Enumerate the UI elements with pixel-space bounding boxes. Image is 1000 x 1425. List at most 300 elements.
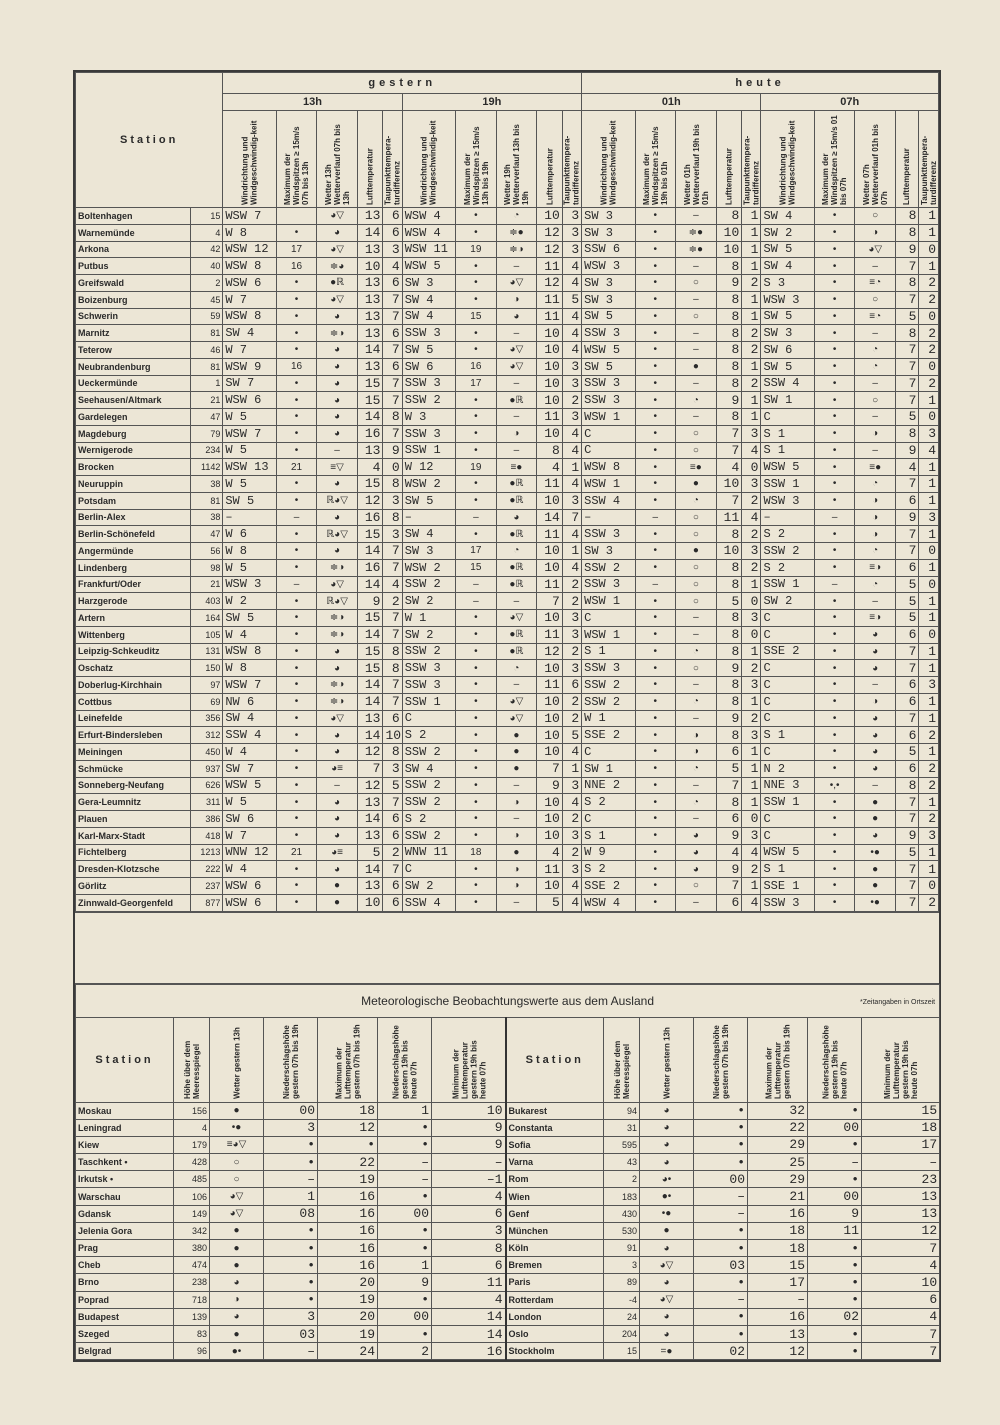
station-name: Sonneberg-Neufang [76, 777, 191, 794]
wind-13h: WSW 13 [223, 459, 276, 476]
left-station-height: 83 [174, 1325, 210, 1342]
wind-19h: SSW 2 [402, 643, 455, 660]
gust-19h: • [456, 643, 497, 660]
left-station-name: Irkutsk • [76, 1171, 174, 1188]
weather-13h: ℝ◕▽ [317, 593, 358, 610]
dew-01h: 1 [742, 744, 761, 761]
dew-13h: 2 [383, 593, 402, 610]
station-height: 21 [191, 392, 223, 409]
col-temp-19: Lufttemperatur [537, 111, 563, 208]
weather-01h: – [676, 626, 717, 643]
dew-01h: 1 [742, 392, 761, 409]
gust-01h: • [635, 409, 676, 426]
weather-13h: ◕ [317, 509, 358, 526]
weather-07h: ≡◑ [855, 610, 896, 627]
col-temp-13: Lufttemperatur [357, 111, 383, 208]
table-row [76, 1154, 940, 1171]
right-temp-max: 12 [748, 1343, 808, 1360]
temp-19h: 12 [537, 241, 563, 258]
temp-19h: 10 [537, 811, 563, 828]
right-station-name: Oslo [506, 1325, 604, 1342]
right-station-name: Bukarest [506, 1102, 604, 1119]
dew-01h: 2 [742, 492, 761, 509]
dew-19h: 4 [562, 342, 581, 359]
temp-01h: 9 [716, 827, 742, 844]
dew-07h: 1 [919, 492, 939, 509]
weather-13h: ● [317, 894, 358, 911]
wind-01h: SSW 2 [582, 677, 635, 694]
station-name: Plauen [76, 811, 191, 828]
weather-13h: ◕≡ [317, 760, 358, 777]
dew-01h: 0 [742, 459, 761, 476]
temp-01h: 6 [716, 894, 742, 911]
gust-19h: • [456, 275, 497, 292]
dew-19h: 6 [562, 677, 581, 694]
right-weather-13h: ◕ [640, 1119, 694, 1136]
gust-19h: • [456, 208, 497, 225]
wind-07h: SW 4 [761, 258, 814, 275]
temp-19h: 11 [537, 526, 563, 543]
gust-01h: • [635, 894, 676, 911]
temp-13h: 13 [357, 308, 383, 325]
table-row [76, 1222, 940, 1239]
temp-01h: 8 [716, 409, 742, 426]
station-height: 46 [191, 342, 223, 359]
dew-13h: 9 [383, 442, 402, 459]
station-height: 356 [191, 710, 223, 727]
wind-19h: SW 5 [402, 342, 455, 359]
dew-01h: 4 [742, 894, 761, 911]
weather-07h: ◕ [855, 744, 896, 761]
right-station-name: London [506, 1308, 604, 1325]
temp-19h: 5 [537, 894, 563, 911]
spacer [75, 912, 939, 984]
wind-19h: SSW 2 [402, 794, 455, 811]
wind-07h: C [761, 660, 814, 677]
wind-13h: SW 4 [223, 325, 276, 342]
gust-13h: • [276, 777, 317, 794]
station-name: Dresden-Klotzsche [76, 861, 191, 878]
dew-19h: 3 [562, 375, 581, 392]
wind-19h: SSW 3 [402, 375, 455, 392]
weather-07h: – [855, 258, 896, 275]
temp-07h: 7 [895, 878, 918, 895]
right-station-name: Bremen [506, 1257, 604, 1274]
dew-07h: 1 [919, 526, 939, 543]
f-col-tmin-right: Minimum der Lufttemperatur gestern 19h bis heute 07h [862, 1017, 940, 1102]
wind-19h: SSW 3 [402, 425, 455, 442]
weather-07h: ◕ [855, 710, 896, 727]
weather-01h: ○ [676, 593, 717, 610]
weather-07h: ○ [855, 208, 896, 225]
station-height: 1142 [191, 459, 223, 476]
gust-07h: • [814, 878, 855, 895]
right-weather-13h: ◕ [640, 1102, 694, 1119]
temp-01h: 10 [716, 224, 742, 241]
wind-01h: WSW 1 [582, 626, 635, 643]
group-gestern: gestern [223, 73, 582, 94]
gust-01h: • [635, 626, 676, 643]
right-temp-max: 29 [748, 1171, 808, 1188]
right-weather-13h: ● [640, 1222, 694, 1239]
temp-07h: 7 [895, 375, 918, 392]
temp-07h: 7 [895, 358, 918, 375]
table-row [76, 442, 939, 459]
weather-19h: – [496, 811, 537, 828]
temp-13h: 14 [357, 861, 383, 878]
table-row [76, 308, 939, 325]
weather-07h: ◔ [855, 576, 896, 593]
gust-13h: • [276, 392, 317, 409]
weather-19h: – [496, 325, 537, 342]
right-station-name: Varna [506, 1154, 604, 1171]
weather-01h: ◑ [676, 727, 717, 744]
temp-01h: 9 [716, 275, 742, 292]
temp-19h: 12 [537, 275, 563, 292]
dew-13h: 8 [383, 476, 402, 493]
temp-19h: 10 [537, 375, 563, 392]
left-station-name: Leningrad [76, 1119, 174, 1136]
wind-07h: S 1 [761, 442, 814, 459]
left-temp-max: 16 [318, 1257, 378, 1274]
dew-13h: 8 [383, 744, 402, 761]
temp-19h: 10 [537, 543, 563, 560]
temp-07h: 9 [895, 509, 918, 526]
dew-13h: 3 [383, 492, 402, 509]
left-weather-13h: ●• [210, 1343, 264, 1360]
weather-19h: ◔ [496, 543, 537, 560]
temp-13h: 7 [357, 760, 383, 777]
weather-19h: – [496, 442, 537, 459]
gust-13h: – [276, 576, 317, 593]
weather-07h: ◕ [855, 727, 896, 744]
temp-19h: 8 [537, 442, 563, 459]
weather-19h: – [496, 375, 537, 392]
gust-19h: • [456, 224, 497, 241]
wind-07h: SW 1 [761, 392, 814, 409]
gust-01h: • [635, 492, 676, 509]
temp-07h: 7 [895, 392, 918, 409]
dew-01h: 3 [742, 425, 761, 442]
weather-01h: ○ [676, 308, 717, 325]
gust-19h: 15 [456, 308, 497, 325]
right-temp-min: 7 [862, 1240, 940, 1257]
wind-01h: NNE 2 [582, 777, 635, 794]
left-precip-day: 03 [264, 1325, 318, 1342]
dew-01h: 2 [742, 325, 761, 342]
gust-01h: • [635, 660, 676, 677]
temp-07h: 6 [895, 559, 918, 576]
gust-13h: • [276, 811, 317, 828]
dew-19h: 1 [562, 760, 581, 777]
wind-19h: SW 3 [402, 543, 455, 560]
right-temp-max: 18 [748, 1240, 808, 1257]
gust-19h: • [456, 258, 497, 275]
temp-19h: 10 [537, 878, 563, 895]
gust-13h: – [276, 509, 317, 526]
left-station-name: Prag [76, 1240, 174, 1257]
gust-01h: • [635, 224, 676, 241]
dew-07h: 2 [919, 727, 939, 744]
dew-07h: 2 [919, 894, 939, 911]
dew-19h: 4 [562, 275, 581, 292]
right-temp-min: 6 [862, 1291, 940, 1308]
station-height: 45 [191, 291, 223, 308]
left-temp-max: 16 [318, 1240, 378, 1257]
dew-13h: 7 [383, 693, 402, 710]
temp-01h: 8 [716, 559, 742, 576]
temp-07h: 8 [895, 777, 918, 794]
f-col-precip-day-left: Niederschlagshöhe gestern 07h bis 19h [264, 1017, 318, 1102]
station-name: Seehausen/Altmark [76, 392, 191, 409]
right-precip-night: • [808, 1136, 862, 1153]
wind-13h: W 5 [223, 476, 276, 493]
temp-07h: 8 [895, 224, 918, 241]
time-13h: 13h [223, 94, 402, 111]
wind-19h: SSW 2 [402, 576, 455, 593]
dew-07h: 0 [919, 241, 939, 258]
left-temp-min: –1 [432, 1171, 506, 1188]
temp-19h: 11 [537, 576, 563, 593]
wind-13h: W 8 [223, 660, 276, 677]
gust-07h: • [814, 476, 855, 493]
left-temp-min: 10 [432, 1102, 506, 1119]
left-station-height: 156 [174, 1102, 210, 1119]
col-dew-19: Taupunkttempera-turdifferenz [562, 111, 581, 208]
right-weather-13h: ◕ [640, 1308, 694, 1325]
dew-01h: 2 [742, 526, 761, 543]
dew-07h: 2 [919, 275, 939, 292]
dew-01h: 1 [742, 777, 761, 794]
weather-19h: ◑ [496, 827, 537, 844]
wind-01h: S 2 [582, 794, 635, 811]
temp-19h: 10 [537, 358, 563, 375]
table-row [76, 827, 939, 844]
left-precip-day: • [264, 1240, 318, 1257]
wind-07h: S 1 [761, 727, 814, 744]
wind-13h: W 5 [223, 442, 276, 459]
gust-19h: • [456, 291, 497, 308]
weather-07h: ◔ [855, 476, 896, 493]
right-temp-min: 4 [862, 1308, 940, 1325]
gust-19h: 17 [456, 543, 497, 560]
left-temp-max: 19 [318, 1325, 378, 1342]
f-col-tmax-right: Maximum der Lufttemperatur gestern 07h bis 19h [748, 1017, 808, 1102]
gust-19h: • [456, 677, 497, 694]
dew-19h: 4 [562, 442, 581, 459]
dew-19h: 3 [562, 208, 581, 225]
station-name: Boizenburg [76, 291, 191, 308]
gust-13h: • [276, 425, 317, 442]
table-row [76, 342, 939, 359]
right-station-height: -4 [604, 1291, 640, 1308]
temp-13h: 13 [357, 710, 383, 727]
wind-01h: – [582, 509, 635, 526]
gust-19h: • [456, 392, 497, 409]
right-weather-13h: ◕▽ [640, 1291, 694, 1308]
temp-07h: 8 [895, 425, 918, 442]
table-row [76, 492, 939, 509]
dew-01h: 1 [742, 409, 761, 426]
left-weather-13h: ● [210, 1240, 264, 1257]
gust-07h: • [814, 375, 855, 392]
gust-13h: • [276, 744, 317, 761]
gust-01h: • [635, 375, 676, 392]
temp-07h: 7 [895, 291, 918, 308]
dew-13h: 7 [383, 543, 402, 560]
weather-13h: ◕ [317, 861, 358, 878]
temp-13h: 14 [357, 677, 383, 694]
temp-07h: 7 [895, 710, 918, 727]
temp-01h: 8 [716, 308, 742, 325]
right-station-height: 2 [604, 1171, 640, 1188]
dew-13h: 6 [383, 275, 402, 292]
wind-13h: W 7 [223, 291, 276, 308]
station-height: 1213 [191, 844, 223, 861]
left-precip-night: 1 [378, 1102, 432, 1119]
weather-13h: ◕ [317, 643, 358, 660]
temp-07h: 8 [895, 275, 918, 292]
right-temp-max: – [748, 1291, 808, 1308]
temp-01h: 6 [716, 744, 742, 761]
table-row [76, 777, 939, 794]
gust-07h: • [814, 258, 855, 275]
wind-19h: SSW 3 [402, 660, 455, 677]
gust-01h: – [635, 576, 676, 593]
left-temp-min: 6 [432, 1205, 506, 1222]
gust-01h: • [635, 342, 676, 359]
left-precip-night: 00 [378, 1308, 432, 1325]
temp-19h: 10 [537, 342, 563, 359]
weather-01h: – [676, 342, 717, 359]
weather-01h: ○ [676, 878, 717, 895]
left-station-height: 238 [174, 1274, 210, 1291]
left-station-name: Kiew [76, 1136, 174, 1153]
table-row [76, 878, 939, 895]
wind-07h: S 2 [761, 526, 814, 543]
station-height: 40 [191, 258, 223, 275]
weather-19h: – [496, 258, 537, 275]
gust-19h: • [456, 626, 497, 643]
gust-01h: • [635, 727, 676, 744]
right-station-name: Rom [506, 1171, 604, 1188]
weather-01h: ○ [676, 576, 717, 593]
left-station-height: 428 [174, 1154, 210, 1171]
right-precip-night: 02 [808, 1308, 862, 1325]
weather-19h: ●ℝ [496, 476, 537, 493]
table-row [76, 1240, 940, 1257]
station-height: 222 [191, 861, 223, 878]
left-precip-night: – [378, 1154, 432, 1171]
left-temp-max: 18 [318, 1102, 378, 1119]
gust-13h: • [276, 710, 317, 727]
wind-19h: WSW 4 [402, 208, 455, 225]
gust-07h: • [814, 827, 855, 844]
wind-07h: C [761, 677, 814, 694]
gust-19h: • [456, 744, 497, 761]
gust-19h: • [456, 794, 497, 811]
dew-01h: 3 [742, 610, 761, 627]
wind-07h: SW 2 [761, 224, 814, 241]
station-name: Magdeburg [76, 425, 191, 442]
temp-07h: 4 [895, 459, 918, 476]
gust-01h: – [635, 509, 676, 526]
gust-01h: • [635, 744, 676, 761]
weather-13h: ◕▽ [317, 291, 358, 308]
gust-01h: • [635, 258, 676, 275]
right-weather-13h: =● [640, 1343, 694, 1360]
wind-01h: C [582, 425, 635, 442]
wind-19h: SW 3 [402, 275, 455, 292]
gust-07h: • [814, 208, 855, 225]
left-temp-min: 3 [432, 1222, 506, 1239]
temp-19h: 10 [537, 794, 563, 811]
wind-19h: SSW 2 [402, 777, 455, 794]
dew-13h: 7 [383, 861, 402, 878]
weather-13h: ≡▽ [317, 459, 358, 476]
wind-07h: SW 2 [761, 593, 814, 610]
weather-01h: ◔ [676, 760, 717, 777]
wind-07h: SW 5 [761, 308, 814, 325]
temp-13h: 13 [357, 241, 383, 258]
station-height: 97 [191, 677, 223, 694]
temp-13h: 13 [357, 878, 383, 895]
left-station-height: 485 [174, 1171, 210, 1188]
dew-13h: 3 [383, 526, 402, 543]
station-name: Marnitz [76, 325, 191, 342]
dew-07h: 3 [919, 509, 939, 526]
station-name: Neuruppin [76, 476, 191, 493]
gust-01h: • [635, 811, 676, 828]
wind-19h: SW 6 [402, 358, 455, 375]
left-station-height: 96 [174, 1343, 210, 1360]
weather-13h: – [317, 442, 358, 459]
wind-13h: WSW 3 [223, 576, 276, 593]
gust-13h: • [276, 526, 317, 543]
weather-13h: ◕ [317, 308, 358, 325]
temp-19h: 10 [537, 693, 563, 710]
gust-07h: • [814, 308, 855, 325]
dew-01h: 1 [742, 358, 761, 375]
table-row [76, 727, 939, 744]
left-precip-night: 2 [378, 1343, 432, 1360]
gust-07h: • [814, 861, 855, 878]
table-row [76, 677, 939, 694]
gust-13h: • [276, 878, 317, 895]
dew-01h: 1 [742, 308, 761, 325]
table-row [76, 1205, 940, 1222]
weather-01h: – [676, 208, 717, 225]
left-weather-13h: ● [210, 1325, 264, 1342]
gust-13h: • [276, 325, 317, 342]
gust-19h: • [456, 476, 497, 493]
temp-19h: 10 [537, 392, 563, 409]
left-weather-13h: ◑ [210, 1291, 264, 1308]
gust-07h: – [814, 576, 855, 593]
dew-13h: 7 [383, 375, 402, 392]
right-station-height: 430 [604, 1205, 640, 1222]
weather-13h: ℝ◕▽ [317, 526, 358, 543]
weather-19h: ◔ [496, 208, 537, 225]
dew-19h: 2 [562, 693, 581, 710]
dew-13h: 4 [383, 576, 402, 593]
dew-13h: 10 [383, 727, 402, 744]
temp-19h: 10 [537, 425, 563, 442]
dew-13h: 7 [383, 610, 402, 627]
dew-01h: 1 [742, 291, 761, 308]
temp-19h: 10 [537, 710, 563, 727]
left-temp-min: 11 [432, 1274, 506, 1291]
